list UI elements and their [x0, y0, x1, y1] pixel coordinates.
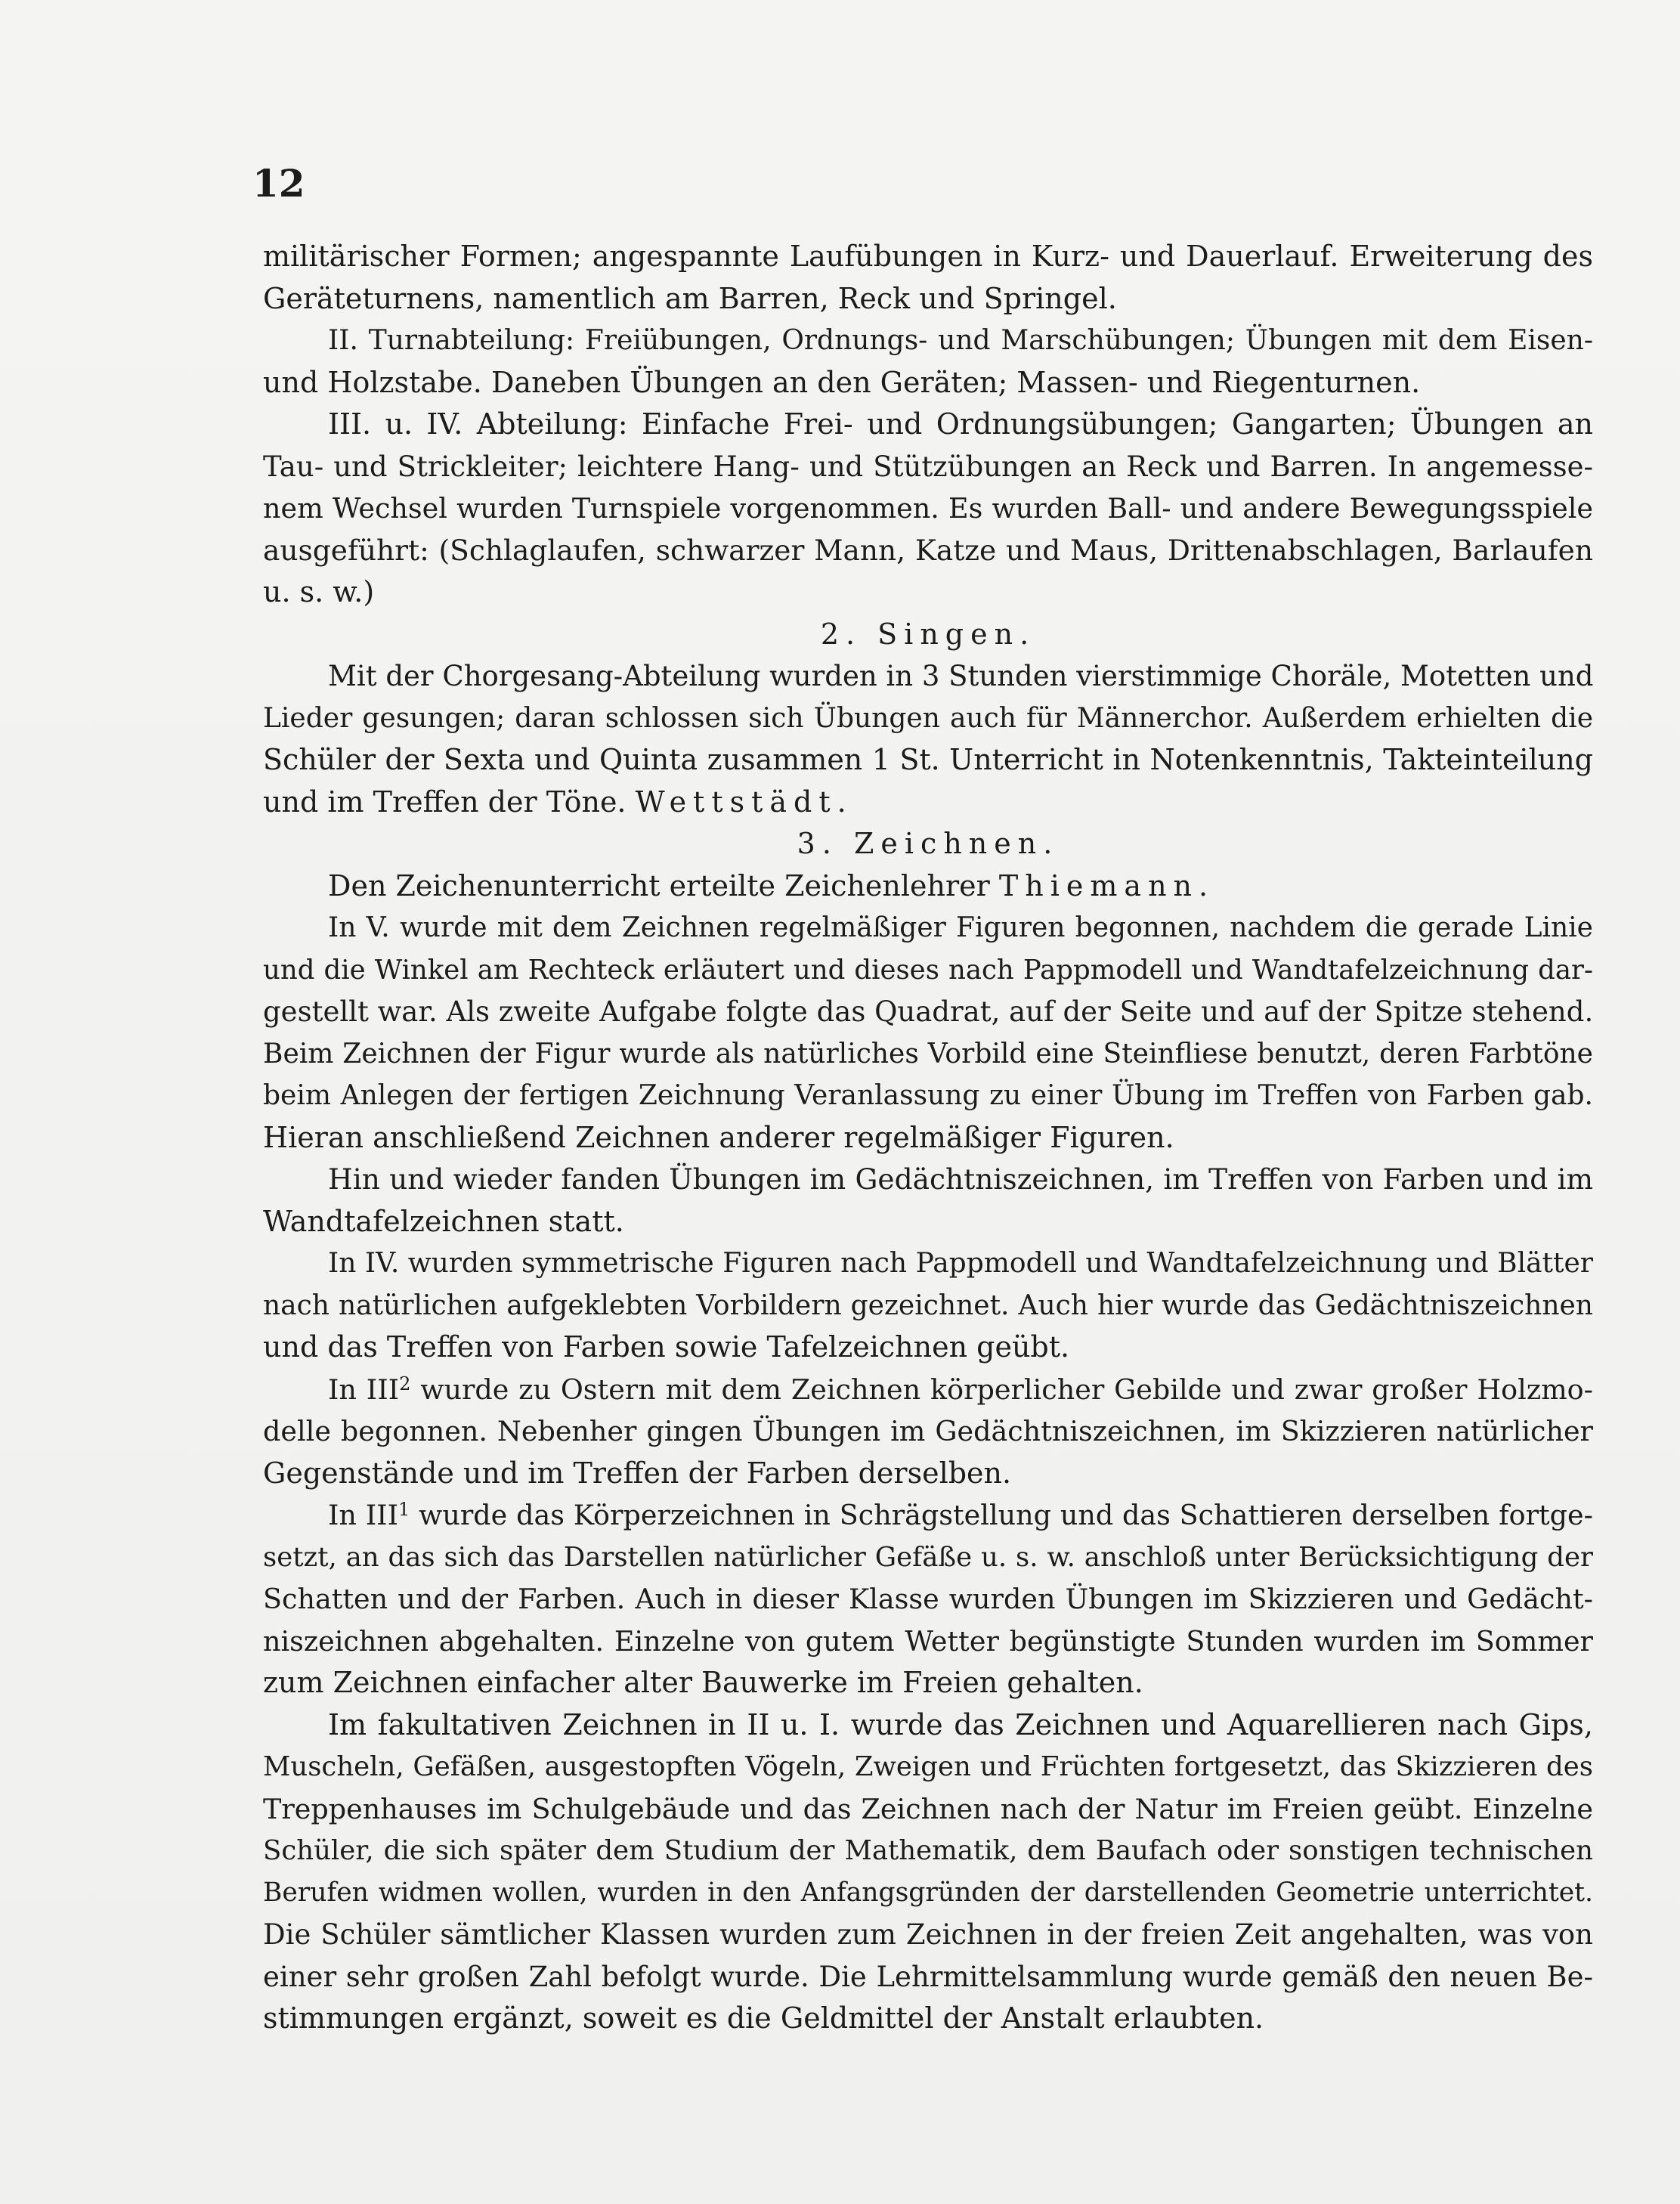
text-line: Im fakultativen Zeichnen in II u. I. wurde das Zeichnen und Aquarellieren nach Gips, [328, 1707, 1593, 1741]
text-line: gestellt war. Als zweite Aufgabe folgte das Quadrat, auf der Seite und auf der Spitze stehend. [263, 995, 1594, 1028]
section-heading-zeichnen: 3. Zeichnen. [797, 827, 1060, 860]
section-heading-singen: 2. Singen. [820, 617, 1036, 651]
text-line: Hin und wieder fanden Übungen im Gedächtniszeichnen, im Treffen von Farben und im [328, 1162, 1593, 1196]
text-line: zum Zeichnen einfacher alter Bauwerke im Freien gehalten. [263, 1666, 1143, 1699]
text-line [263, 865, 1593, 908]
text-line: Beim Zeichnen der Figur wurde als natürliches Vorbild eine Steinfliese benutzt, deren Farbtöne [263, 1038, 1593, 1069]
text-line: delle begonnen. Nebenher gingen Übungen im Gedächtniszeichnen, im Skizzieren natürlicher [263, 1415, 1593, 1447]
text-line [263, 1494, 1593, 1537]
text-line: nach natürlichen aufgeklebten Vorbildern gezeichnet. Auch hier wurde das Gedächtniszeichnen [263, 1289, 1593, 1321]
text-line: und Holzstabe. Daneben Übungen an den Geräten; Massen- und Riegenturnen. [263, 365, 1421, 399]
text-line [263, 1369, 1593, 1411]
text-line: Lieder gesungen; daran schlossen sich Übungen auch für Männerchor. Außerdem erhielten die [263, 702, 1593, 734]
text-line: ausgeführt: (Schlaglaufen, schwarzer Mann, Katze und Maus, Drittenabschlagen, Barlaufen [263, 533, 1593, 567]
text-line: setzt, an das sich das Darstellen natürlicher Gefäße u. s. w. anschloß unter Berücksichtigung der [263, 1541, 1593, 1573]
teacher-name-thiemann: Thiemann. [998, 868, 1215, 902]
text-span: Den Zeichenunterricht erteilte Zeichenlehrer [328, 868, 990, 902]
text-line: In IV. wurden symmetrische Figuren nach Pappmodell und Wandtafelzeichnung und Blätter [328, 1248, 1593, 1279]
class-superscript: 1 [398, 1499, 410, 1520]
text-line: Wandtafelzeichnen statt. [263, 1204, 624, 1238]
text-span: wurde zu Ostern mit dem Zeichnen körperlicher Gebilde und zwar großer Holzmo- [410, 1373, 1593, 1406]
text-line: einer sehr großen Zahl befolgt wurde. Die Lehrmittelsammlung wurde gemäß den neuen Be- [263, 1960, 1593, 1993]
text-line: Hieran anschließend Zeichnen anderer regelmäßiger Figuren. [263, 1120, 1174, 1154]
text-line: Berufen widmen wollen, wurden in den Anfangsgründen der darstellenden Geometrie unterrichtet. [263, 1877, 1593, 1908]
teacher-name-wettstaedt: Wettstädt. [635, 785, 853, 819]
text-span: wurde das Körperzeichnen in Schrägstellung und das Schattieren derselben fortge- [410, 1499, 1593, 1531]
text-line: Schüler, die sich später dem Studium der Mathematik, dem Baufach oder sonstigen technischen [263, 1835, 1593, 1866]
text-line: und die Winkel am Rechteck erläutert und dieses nach Pappmodell und Wandtafelzeichnung dar- [263, 954, 1593, 986]
text-line: Geräteturnens, namentlich am Barren, Reck und Springel. [263, 281, 1117, 315]
text-line: militärischer Formen; angespannte Laufübungen in Kurz- und Dauerlauf. Erweiterung des [263, 240, 1593, 273]
text-line: Tau- und Strickleiter; leichtere Hang- und Stützübungen an Reck und Barren. In angemesse- [263, 450, 1593, 483]
body-text [263, 236, 1593, 2040]
text-line: Schatten und der Farben. Auch in dieser Klasse wurden Übungen im Skizzieren und Gedächt- [263, 1583, 1593, 1615]
text-span: In III [328, 1499, 398, 1531]
text-line: Mit der Chorgesang-Abteilung wurden in 3 Stunden vierstimmige Choräle, Motetten und [328, 660, 1594, 692]
text-line: Muscheln, Gefäßen, ausgestopften Vögeln, Zweigen und Früchten fortgesetzt, das Skizzieren des [263, 1751, 1593, 1782]
text-line: stimmungen ergänzt, soweit es die Geldmittel der Anstalt erlaubten. [263, 2001, 1264, 2035]
text-line: niszeichnen abgehalten. Einzelne von gutem Wetter begünstigte Stunden wurden im Sommer [263, 1624, 1593, 1658]
text-line: Schüler der Sexta und Quinta zusammen 1 St. Unterricht in Notenkenntnis, Takteinteilung [263, 743, 1593, 776]
page-number: 12 [252, 161, 305, 206]
text-span: In III [328, 1373, 400, 1406]
class-superscript: 2 [399, 1373, 411, 1395]
text-line: Die Schüler sämtlicher Klassen wurden zum Zeichnen in der freien Zeit angehalten, was von [263, 1918, 1593, 1951]
text-line: und das Treffen von Farben sowie Tafelzeichnen geübt. [263, 1330, 1070, 1364]
text-line: III. u. IV. Abteilung: Einfache Frei- und Ordnungsübungen; Gangarten; Übungen an [328, 407, 1593, 441]
text-line [263, 782, 1593, 824]
text-line: u. s. w.) [263, 575, 375, 608]
text-line: beim Anlegen der fertigen Zeichnung Veranlassung zu einer Übung im Treffen von Farben gab. [263, 1080, 1593, 1111]
text-line: Treppenhauses im Schulgebäude und das Zeichnen nach der Natur im Freien geübt. Einzelne [263, 1792, 1593, 1825]
text-line: II. Turnabteilung: Freiübungen, Ordnungs- und Marschübungen; Übungen mit dem Eisen- [328, 325, 1593, 356]
text-line: nem Wechsel wurden Turnspiele vorgenommen. Es wurden Ball- und andere Bewegungsspiele [263, 492, 1593, 525]
text-line: In V. wurde mit dem Zeichnen regelmäßiger Figuren begonnen, nachdem die gerade Linie [328, 912, 1593, 943]
text-span: und im Treffen der Töne. [263, 785, 627, 819]
text-line: Gegenstände und im Treffen der Farben derselben. [263, 1456, 1012, 1490]
